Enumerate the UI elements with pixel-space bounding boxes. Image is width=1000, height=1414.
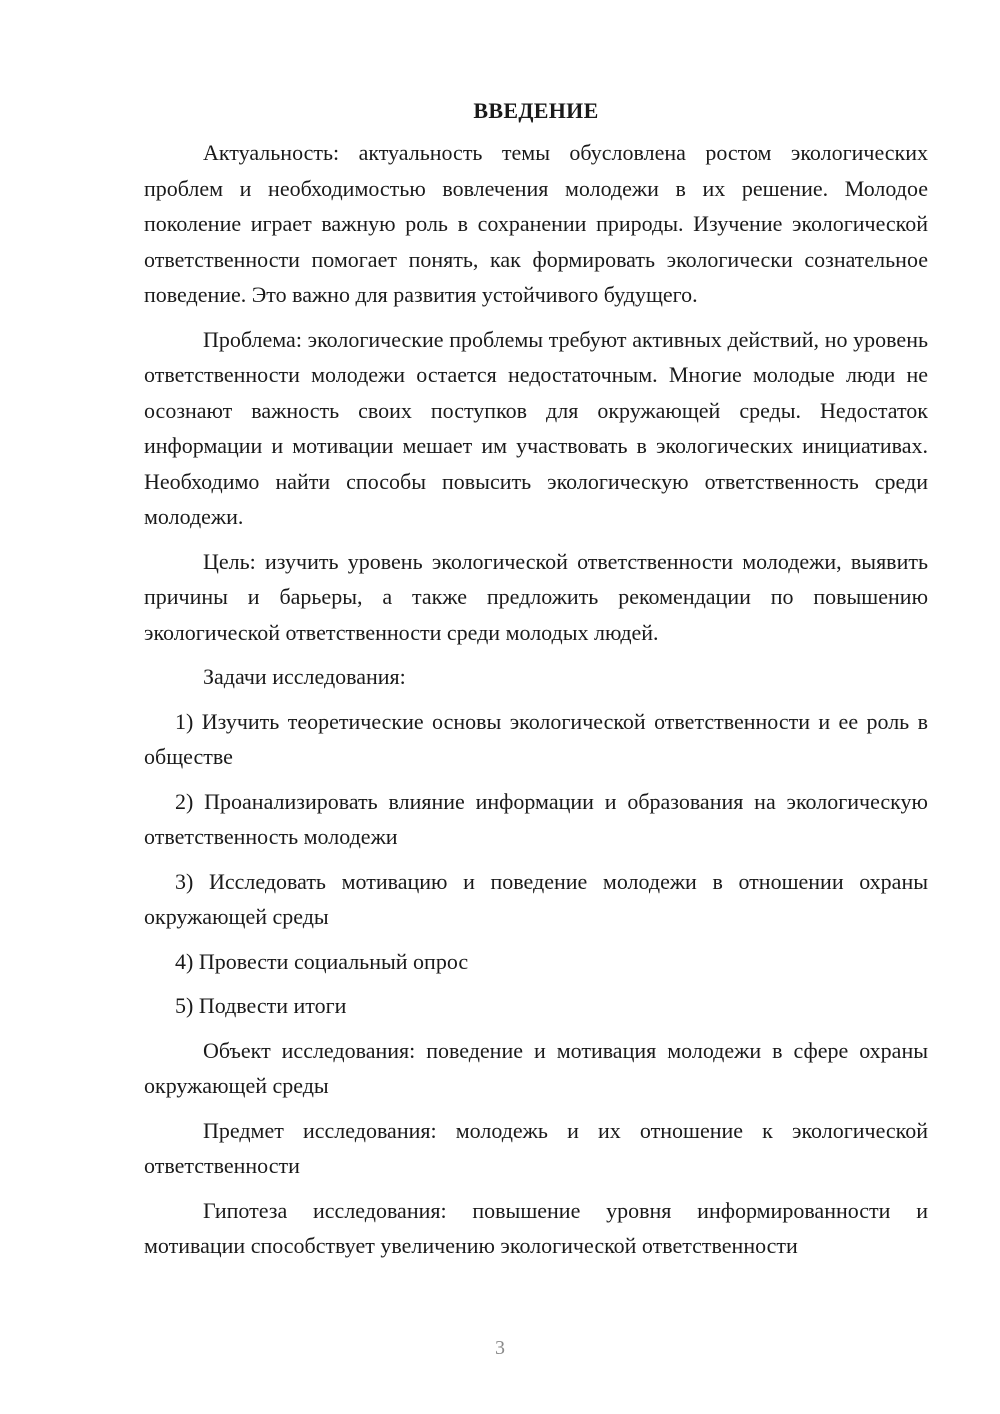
task-item: 2) Проанализировать влияние информации и образования на экологическую ответственность молодежи	[144, 788, 928, 849]
paragraph-hypothesis: Гипотеза исследования: повышение уровня информированности и мотивации способствует увеличению экологической ответственности	[144, 1197, 928, 1258]
document-page	[144, 94, 928, 1273]
paragraph-relevance: Актуальность: актуальность темы обусловлена ростом экологических проблем и необходимостью вовлечения молодежи в их решение. Молодое поколение играет важную роль в сохранении природы. Изучение экологической ответственности помогает понять, как формировать экологически сознательное поведение. Это важно для развития устойчивого будущего.	[144, 140, 928, 307]
task-item: 5) Подвести итоги	[175, 993, 347, 1018]
section-title: ВВЕДЕНИЕ	[473, 98, 599, 123]
paragraph-subject: Предмет исследования: молодежь и их отношение к экологической ответственности	[144, 1117, 928, 1178]
task-item: 3) Исследовать мотивацию и поведение молодежи в отношении охраны окружающей среды	[144, 868, 928, 929]
paragraph-problem: Проблема: экологические проблемы требуют активных действий, но уровень ответственности молодежи остается недостаточным. Многие молодые люди не осознают важность своих поступков для окружающей среды. Недостаток информации и мотивации мешает им участвовать в экологических инициативах. Необходимо найти способы повысить экологическую ответственность среди молодежи.	[144, 326, 928, 529]
page-number: 3	[495, 1337, 505, 1359]
paragraph-object: Объект исследования: поведение и мотивация молодежи в сфере охраны окружающей среды	[144, 1037, 928, 1098]
task-item: 1) Изучить теоретические основы экологической ответственности и ее роль в обществе	[144, 708, 928, 769]
task-item: 4) Провести социальный опрос	[175, 948, 469, 974]
paragraph-tasks-heading: Задачи исследования:	[203, 664, 406, 689]
paragraph-goal: Цель: изучить уровень экологической ответственности молодежи, выявить причины и барьеры, а также предложить рекомендации по повышению экологической ответственности среди молодых людей.	[144, 548, 928, 645]
